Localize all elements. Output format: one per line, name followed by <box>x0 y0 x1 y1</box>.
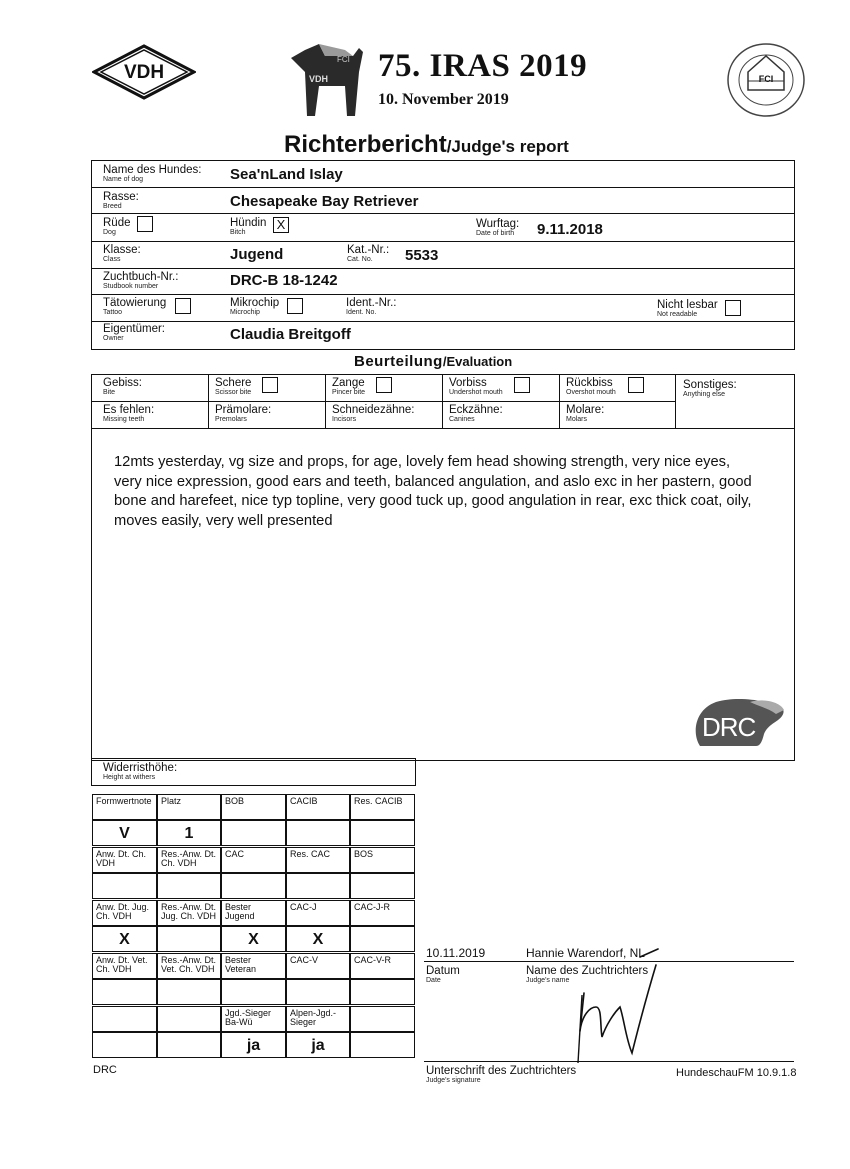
tattoo-checkbox[interactable] <box>175 298 191 314</box>
footer-drc: DRC <box>93 1064 117 1076</box>
dog-sex-label: Rüde Dog <box>103 217 131 236</box>
studbook-label: Zuchtbuch-Nr.: Studbook number <box>103 271 179 290</box>
results-header-cell <box>157 847 221 873</box>
event-title: 75. IRAS 2019 <box>378 48 588 84</box>
pincer-bite-label: Zange Pincer bite <box>332 377 366 396</box>
results-value-cell <box>221 873 286 899</box>
results-value-cell <box>157 1032 221 1058</box>
not-readable-checkbox[interactable] <box>725 300 741 316</box>
results-header-text: CACIB <box>290 796 318 806</box>
not-readable-label: Nicht lesbar Not readable <box>657 299 718 318</box>
results-value-cell <box>92 979 157 1005</box>
evaluation-text: 12mts yesterday, vg size and props, for age, lovely fem head showing strength, very nice eyes, very nice expression, good ears and teeth, balanced angulation, and aslo exc in her pastern, good bone and harefeet, nice typ topline, very good tuck up, good angulation in rear, exc thick coat, oily, moves easily, very well presented <box>114 454 752 530</box>
canines-label: Eckzähne: Canines <box>449 404 503 423</box>
results-header-text: CAC-V-R <box>354 955 392 965</box>
results-header-text: CAC-V <box>290 955 319 965</box>
results-value-cell <box>286 820 350 846</box>
results-value-cell: X <box>221 926 286 952</box>
results-value-cell <box>157 926 221 952</box>
results-grid <box>92 794 415 1057</box>
results-value-cell <box>350 926 415 952</box>
results-header-cell <box>92 953 157 979</box>
results-value-cell: V <box>92 820 157 846</box>
results-header-cell <box>221 953 286 979</box>
results-header-text: Anw. Dt. Ch. VDH <box>96 849 147 868</box>
date-label: Datum Date <box>426 965 460 984</box>
results-header-text: CAC <box>225 849 245 859</box>
results-header-text: Formwertnote <box>96 796 152 806</box>
results-header-cell <box>92 1006 157 1032</box>
results-value-cell: 1 <box>157 820 221 846</box>
results-value-cell: X <box>286 926 350 952</box>
premolars-label: Prämolare: Premolars <box>215 404 272 423</box>
results-header-cell <box>221 1006 286 1032</box>
undershot-checkbox[interactable] <box>514 377 530 393</box>
results-header-cell <box>221 900 286 926</box>
results-header-text: Jgd.-Sieger Ba-Wü <box>225 1008 272 1027</box>
signature-label: Unterschrift des Zuchtrichters Judge's signature <box>426 1065 577 1084</box>
event-date: 10. November 2019 <box>378 91 509 108</box>
evaluation-title: Beurteilung/Evaluation <box>354 353 513 370</box>
results-header-cell <box>157 794 221 820</box>
studbook-value: DRC-B 18-1242 <box>230 272 338 289</box>
missing-teeth-label: Es fehlen: Missing teeth <box>103 404 155 423</box>
results-header-cell <box>157 900 221 926</box>
fci-emblem: FCI <box>726 42 806 118</box>
results-header-text: BOB <box>225 796 245 806</box>
results-header-cell <box>286 794 350 820</box>
vdh-logo: VDH <box>92 44 196 100</box>
results-header-text: Res. CACIB <box>354 796 403 806</box>
pincer-bite-checkbox[interactable] <box>376 377 392 393</box>
tattoo-label: Tätowierung Tattoo <box>103 297 167 316</box>
results-header-text: Res. CAC <box>290 849 331 859</box>
dog-checkbox[interactable] <box>137 216 153 232</box>
results-header-text: CAC-J <box>290 902 317 912</box>
fci-dog-logo: FCI VDH <box>285 42 367 118</box>
results-value-cell: ja <box>286 1032 350 1058</box>
withers-label: Widerristhöhe: Height at withers <box>103 762 178 781</box>
results-header-cell <box>221 847 286 873</box>
date-value: 10.11.2019 <box>426 946 486 960</box>
results-header-text: Anw. Dt. Vet. Ch. VDH <box>96 955 148 974</box>
results-header-text: Res.-Anw. Dt. Ch. VDH <box>161 849 217 868</box>
report-title: Richterbericht/Judge's report <box>284 131 569 158</box>
overshot-checkbox[interactable] <box>628 377 644 393</box>
results-header-text: Res.-Anw. Dt. Vet. Ch. VDH <box>161 955 217 974</box>
results-header-text: Alpen-Jgd.-Sieger <box>290 1008 337 1027</box>
bitch-checkbox[interactable]: X <box>273 217 289 233</box>
results-header-cell <box>286 953 350 979</box>
results-header-cell <box>350 1006 415 1032</box>
results-header-text: CAC-J-R <box>354 902 390 912</box>
incisors-label: Schneidezähne: Incisors <box>332 404 415 423</box>
breed-label: Rasse: Breed <box>103 191 139 210</box>
results-value-cell <box>350 820 415 846</box>
results-value-cell <box>350 979 415 1005</box>
results-header-cell <box>286 847 350 873</box>
results-header-text: Bester Jugend <box>225 902 255 921</box>
results-header-text: Anw. Dt. Jug. Ch. VDH <box>96 902 150 921</box>
cat-no-label: Kat.-Nr.: Cat. No. <box>347 244 390 263</box>
results-value-cell <box>157 873 221 899</box>
results-value-cell <box>350 873 415 899</box>
results-header-cell <box>92 794 157 820</box>
results-header-cell <box>350 900 415 926</box>
breed-value: Chesapeake Bay Retriever <box>230 193 419 210</box>
results-header-text: BOS <box>354 849 374 859</box>
results-header-text: Platz <box>161 796 182 806</box>
results-header-cell <box>350 953 415 979</box>
results-value-cell <box>286 979 350 1005</box>
judge-signature <box>560 945 670 1067</box>
results-header-text: Res.-Anw. Dt. Jug. Ch. VDH <box>161 902 217 921</box>
results-header-cell <box>350 847 415 873</box>
results-value-cell: X <box>92 926 157 952</box>
scissor-bite-checkbox[interactable] <box>262 377 278 393</box>
results-header-cell <box>157 1006 221 1032</box>
judge-name-value: Hannie Warendorf, NL <box>526 946 645 960</box>
overshot-label: Rückbiss Overshot mouth <box>566 377 616 396</box>
microchip-checkbox[interactable] <box>287 298 303 314</box>
drc-logo: DRC <box>690 694 788 748</box>
dog-name-label: Name des Hundes: Name of dog <box>103 164 202 183</box>
results-header-text: Bester Veteran <box>225 955 257 974</box>
dob-label: Wurftag: Date of birth <box>476 218 520 237</box>
results-value-cell <box>221 820 286 846</box>
results-value-cell <box>286 873 350 899</box>
bite-label: Gebiss: Bite <box>103 377 142 396</box>
results-value-cell <box>157 979 221 1005</box>
results-header-cell <box>92 900 157 926</box>
results-header-cell <box>286 900 350 926</box>
results-header-cell <box>350 794 415 820</box>
scissor-bite-label: Schere Scissor bite <box>215 377 252 396</box>
results-header-cell <box>286 1006 350 1032</box>
results-value-cell <box>221 979 286 1005</box>
results-value-cell: ja <box>221 1032 286 1058</box>
anything-else-label: Sonstiges: Anything else <box>683 379 737 398</box>
owner-label: Eigentümer: Owner <box>103 323 166 342</box>
dob-value: 9.11.2018 <box>537 221 603 238</box>
results-header-cell <box>157 953 221 979</box>
results-value-cell <box>350 1032 415 1058</box>
bitch-label: Hündin Bitch <box>230 217 267 236</box>
class-value: Jugend <box>230 246 284 263</box>
owner-value: Claudia Breitgoff <box>230 326 351 343</box>
class-label: Klasse: Class <box>103 244 141 263</box>
footer-version: HundeschauFM 10.9.1.8 <box>676 1067 797 1079</box>
results-header-cell <box>92 847 157 873</box>
microchip-label: Mikrochip Microchip <box>230 297 280 316</box>
molars-label: Molare: Molars <box>566 404 605 423</box>
results-value-cell <box>92 1032 157 1058</box>
ident-label: Ident.-Nr.: Ident. No. <box>346 297 397 316</box>
results-header-cell <box>221 794 286 820</box>
undershot-label: Vorbiss Undershot mouth <box>449 377 503 396</box>
judge-name-label: Name des Zuchtrichters Judge's name <box>526 965 649 984</box>
dog-name-value: Sea'nLand Islay <box>230 166 343 183</box>
cat-no-value: 5533 <box>405 247 439 264</box>
results-value-cell <box>92 873 157 899</box>
